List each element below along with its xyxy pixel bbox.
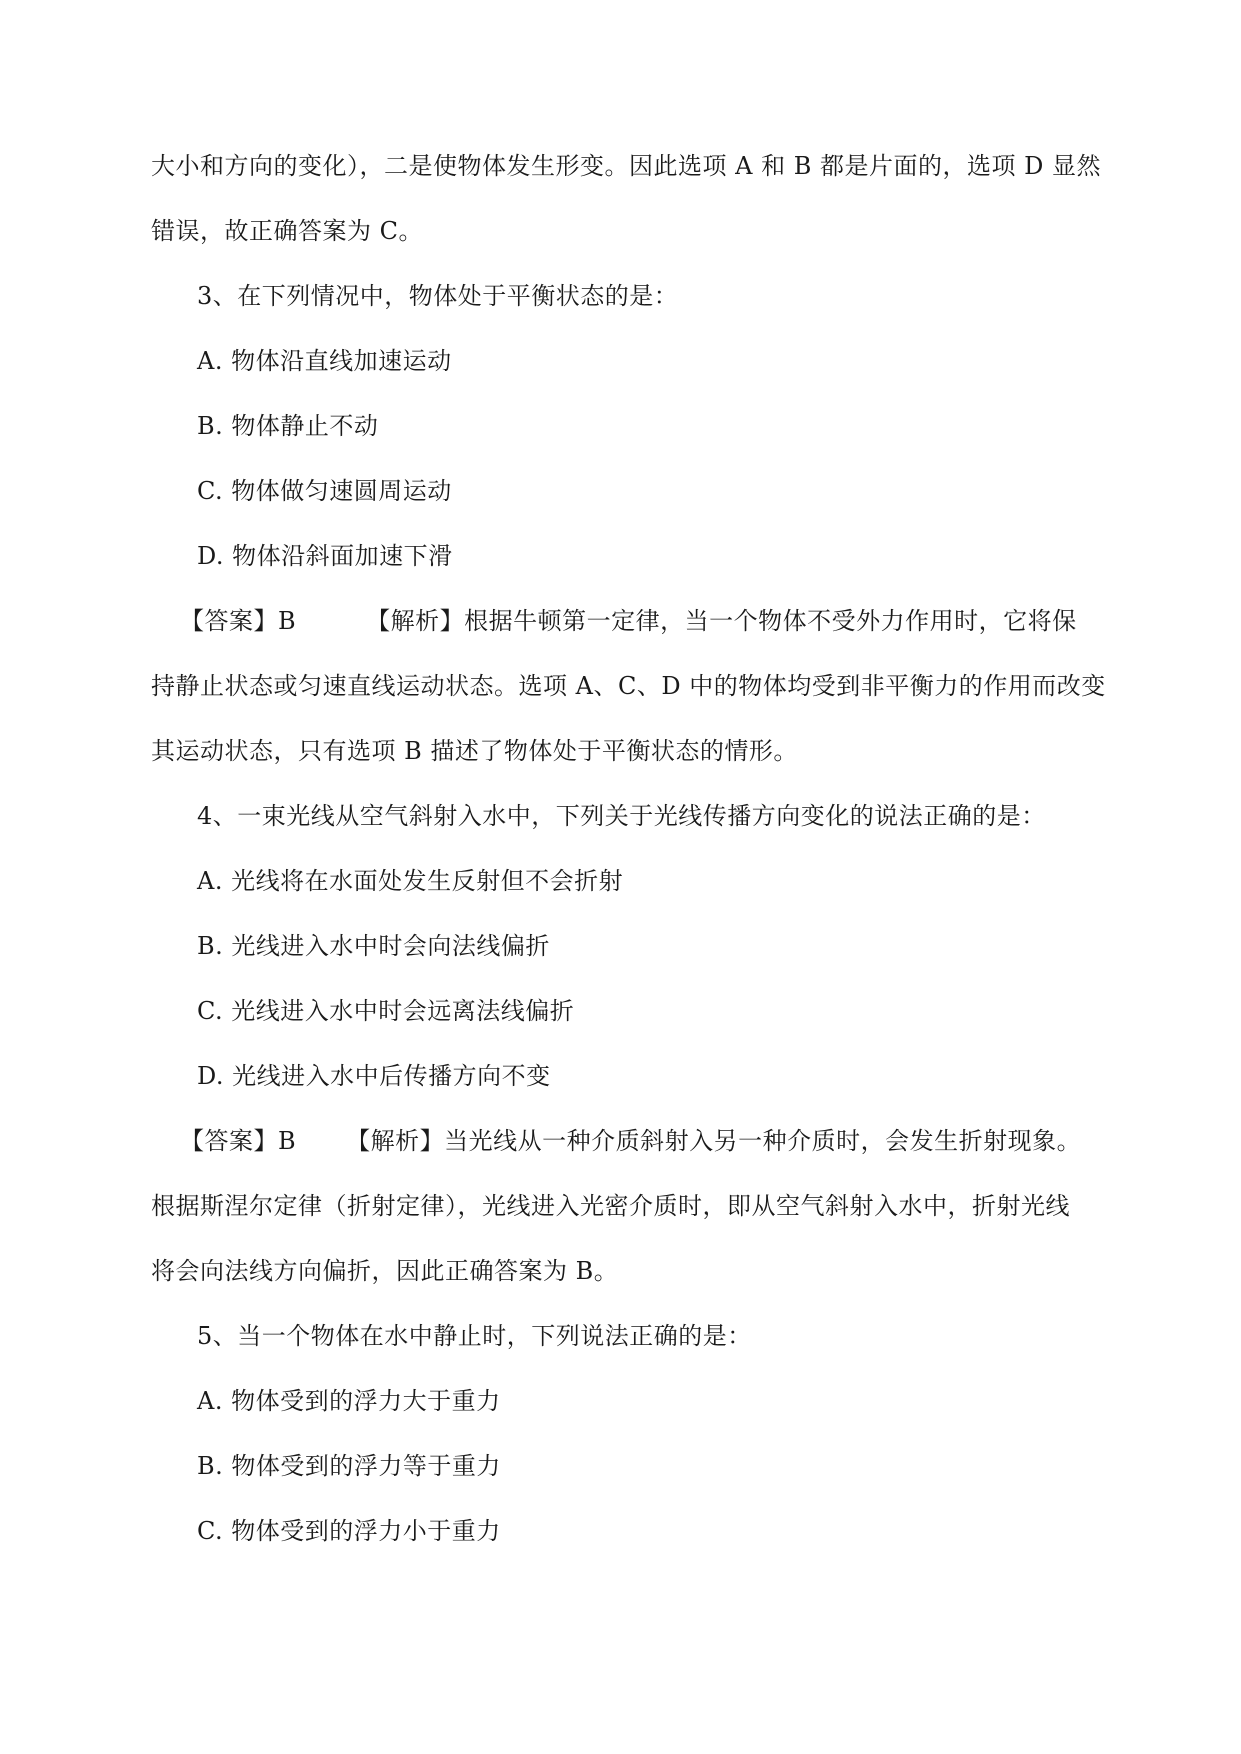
question-4-stem: 4、一束光线从空气斜射入水中，下列关于光线传播方向变化的说法正确的是： (197, 802, 1046, 830)
question-4-answer: 【答案】B (180, 1127, 297, 1155)
question-3-analysis-start: 【解析】根据牛顿第一定律，当一个物体不受外力作用时，它将保 (366, 607, 1077, 635)
text-line-continuation-end: 错误，故正确答案为 C。 (151, 217, 423, 245)
question-5-option-c: C. 物体受到的浮力小于重力 (197, 1517, 501, 1545)
question-3-option-a: A. 物体沿直线加速运动 (197, 347, 452, 375)
question-3-answer-line (180, 605, 1077, 637)
text-line-continuation: 大小和方向的变化），二是使物体发生形变。因此选项 A 和 B 都是片面的，选项 D 显然 (151, 152, 1101, 180)
question-3-analysis-line-2: 持静止状态或匀速直线运动状态。选项 A、C、D 中的物体均受到非平衡力的作用而改变 (151, 672, 1106, 700)
question-5-stem: 5、当一个物体在水中静止时，下列说法正确的是： (197, 1322, 752, 1350)
question-4-option-d: D. 光线进入水中后传播方向不变 (197, 1062, 551, 1090)
question-5-option-b: B. 物体受到的浮力等于重力 (197, 1452, 501, 1480)
question-4-option-b: B. 光线进入水中时会向法线偏折 (197, 932, 550, 960)
question-3-answer: 【答案】B (180, 607, 297, 635)
question-4-option-c: C. 光线进入水中时会远离法线偏折 (197, 997, 575, 1025)
question-4-option-a: A. 光线将在水面处发生反射但不会折射 (197, 867, 624, 895)
question-4-answer-line (180, 1125, 1081, 1157)
question-4-analysis-start: 【解析】当光线从一种介质斜射入另一种介质时，会发生折射现象。 (346, 1127, 1082, 1155)
question-3-stem: 3、在下列情况中，物体处于平衡状态的是： (197, 282, 679, 310)
question-4-analysis-line-3: 将会向法线方向偏折，因此正确答案为 B。 (151, 1257, 619, 1285)
question-3-option-c: C. 物体做匀速圆周运动 (197, 477, 452, 505)
question-4-analysis-line-2: 根据斯涅尔定律（折射定律），光线进入光密介质时，即从空气斜射入水中，折射光线 (151, 1192, 1070, 1220)
question-3-option-d: D. 物体沿斜面加速下滑 (197, 542, 453, 570)
question-5-option-a: A. 物体受到的浮力大于重力 (197, 1387, 501, 1415)
question-3-option-b: B. 物体静止不动 (197, 412, 379, 440)
question-3-analysis-line-3: 其运动状态，只有选项 B 描述了物体处于平衡状态的情形。 (151, 737, 798, 765)
